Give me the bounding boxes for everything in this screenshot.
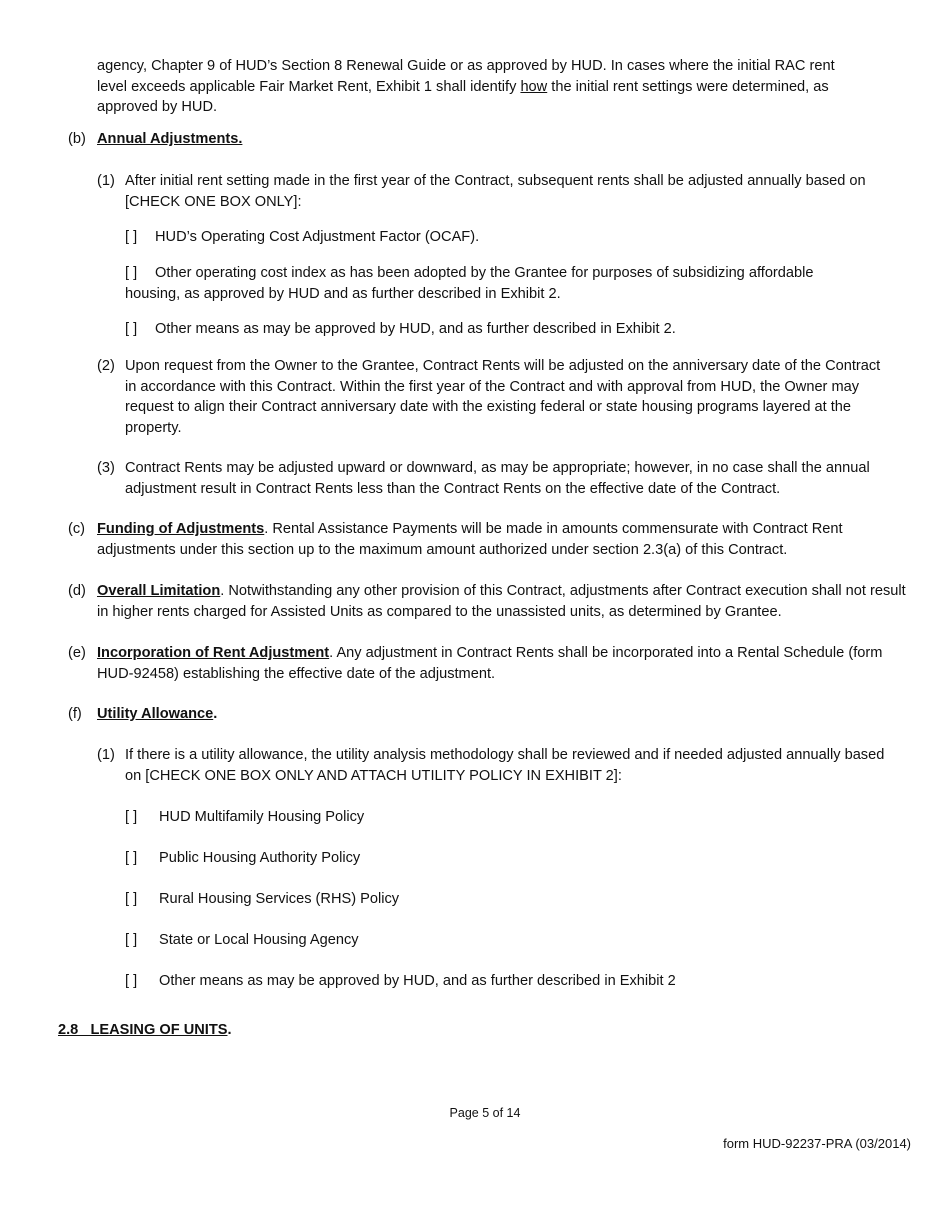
checkbox-bracket[interactable]: [ ] <box>125 809 138 825</box>
section-b-title: Annual Adjustments. <box>97 131 243 147</box>
section-2-8-heading: 2.8 LEASING OF UNITS. <box>58 1022 232 1038</box>
checkbox-label: Other means as may be approved by HUD, and as further described in Exhibit 2. <box>155 321 676 337</box>
section-e-text: . Any adjustment in Contract Rents shall be incorporated into a Rental Schedule (form HUD-92458) establishing the effective date of the adjustment. <box>97 645 883 682</box>
item-number: (3) <box>97 460 115 476</box>
item-number: (1) <box>97 747 115 763</box>
item-text: If there is a utility allowance, the utility analysis methodology shall be reviewed and if needed adjusted annually based on [CHECK ONE BOX ONLY AND ATTACH UTILITY POLICY IN EXHIBIT 2]: <box>125 747 885 784</box>
page-number: Page 5 of 14 <box>449 1106 521 1120</box>
item-text: After initial rent setting made in the first year of the Contract, subsequent rents shall be adjusted annually based on [CHECK ONE BOX ONLY]: <box>125 173 866 210</box>
section-e-title: Incorporation of Rent Adjustment <box>97 645 330 661</box>
section-2-8-title: 2.8 LEASING OF UNITS <box>58 1022 228 1038</box>
checkbox-bracket[interactable]: [ ] <box>125 321 138 337</box>
intro-line-3: approved by HUD. <box>97 99 218 115</box>
checkbox-label: Public Housing Authority Policy <box>159 850 361 866</box>
section-c-label: (c) <box>68 521 86 537</box>
checkbox-label: Other means as may be approved by HUD, and as further described in Exhibit 2 <box>159 973 676 989</box>
checkbox-bracket[interactable]: [ ] <box>125 973 138 989</box>
section-f-label: (f) <box>68 706 82 722</box>
checkbox-bracket[interactable]: [ ] <box>125 850 138 866</box>
section-e-label: (e) <box>68 645 86 661</box>
intro-line-1: agency, Chapter 9 of HUD’s Section 8 Renewal Guide or as approved by HUD. In cases where the initial RAC rent <box>97 58 835 74</box>
section-f-title: Utility Allowance <box>97 706 214 722</box>
form-identifier: form HUD-92237-PRA (03/2014) <box>723 1136 911 1151</box>
emphasis-how: how <box>520 78 548 95</box>
checkbox-bracket[interactable]: [ ] <box>125 265 138 281</box>
checkbox-label: HUD’s Operating Cost Adjustment Factor (OCAF). <box>155 229 480 245</box>
checkbox-bracket[interactable]: [ ] <box>125 932 138 948</box>
section-d-label: (d) <box>68 583 86 599</box>
checkbox-bracket[interactable]: [ ] <box>125 229 138 245</box>
item-text: Upon request from the Owner to the Grantee, Contract Rents will be adjusted on the anniversary date of the Contract in accordance with this Contract. Within the first year of the Contract and with approval from HUD, the Owner may request to align their Contract anniversary date with the existing federal or state housing programs layered at the property. <box>125 358 881 436</box>
item-text: Contract Rents may be adjusted upward or downward, as may be appropriate; however, in no case shall the annual adjustment result in Contract Rents less than the Contract Rents on the effective date of the Contract. <box>125 460 870 497</box>
checkbox-bracket[interactable]: [ ] <box>125 891 138 907</box>
section-c-text: . Rental Assistance Payments will be made in amounts commensurate with Contract Rent adjustments under this section up to the maximum amount authorized under section 2.3(a) of this Contract. <box>97 521 843 558</box>
item-number: (2) <box>97 358 115 374</box>
intro-paragraph: agency, Chapter 9 of HUD’s Section 8 Renewal Guide or as approved by HUD. In cases where the initial RAC rent level exceeds applicable Fair Market Rent, Exhibit 1 shall identify how the initial rent settings were determined, as approved by HUD. <box>97 56 907 118</box>
section-c-title: Funding of Adjustments <box>97 521 265 537</box>
checkbox-label: HUD Multifamily Housing Policy <box>159 809 365 825</box>
section-b-label: (b) <box>68 131 86 147</box>
section-d-title: Overall Limitation <box>97 583 221 599</box>
section-d-text: . Notwithstanding any other provision of this Contract, adjustments after Contract execution shall not result in higher rents charged for Assisted Units as compared to the unassisted units, as determined by Grantee. <box>97 583 906 620</box>
item-number: (1) <box>97 173 115 189</box>
checkbox-label: Rural Housing Services (RHS) Policy <box>159 891 400 907</box>
checkbox-label: State or Local Housing Agency <box>159 932 359 948</box>
document-page: agency, Chapter 9 of HUD’s Section 8 Renewal Guide or as approved by HUD. In cases where the initial RAC rent level exceeds applicable Fair Market Rent, Exhibit 1 shall identify how the initial rent settings were determined, as approved by HUD. (b) Annual Adjustments. (1) After initial rent setting made in the first year of the Contract, subsequent rents shall be adjusted annually based on [CHECK ONE BOX ONLY]: [ ] HUD’s Operating Cost Adjustment Factor (OCAF). [ ] Other operating cost index as has been adopted by the Grantee for purposes of subsidizing affordable housing, as approved by HUD and as further described in Exhibit 2. [ ] Other means as may be approved by HUD, and as further described in Exhibit 2. (2) Upon request from the Owner to the Grantee, Contract Rents will be adjusted on the anniversary date of the Contract in accordance with this Contract. Within the first year of the Contract and with approval from HUD, the Owner may request to align their Contract anniversary date with the existing federal or state housing programs layered at the property. (3) Contract Rents may be adjusted upward or downward, as may be appropriate; however, in no case shall the annual adjustment result in Contract Rents less than the Contract Rents on the effective date of the Contract. (c) Funding of Adjustments. Rental Assistance Payments will be made in amounts commensurate with Contract Rent adjustments under this section up to the maximum amount authorized under section 2.3(a) of this Contract. (d) Overall Limitation. Notwithstanding any other provision of this Contract, adjustments after Contract execution shall not result in higher rents charged for Assisted Units as compared to the unassisted units, as determined by Grantee. (e) Incorporation of Rent Adjustment. Any adjustment in Contract Rents shall be incorporated into a Rental Schedule (form HUD-92458) establishing the effective date of the adjustment. (f) Utility Allowance. (1) If there is a utility allowance, the utility analysis methodology shall be reviewed and if needed adjusted annually based on [CHECK ONE BOX ONLY AND ATTACH UTILITY POLICY IN EXHIBIT 2]: [ ] HUD Multifamily Housing Policy [ ] Public Housing Authority Policy [ ] Rural Housing Services (RHS) Policy [ ] State or Local Housing Agency [ ] Other means as may be approved by HUD, and as further described in Exhibit 2 2.8 LEASING OF UNITS. Page 5 of 14 form HUD-92237-PRA (03/2014) <box>0 0 950 1230</box>
checkbox-label: Other operating cost index as has been adopted by the Grantee for purposes of subsidizing affordable housing, as approved by HUD and as further described in Exhibit 2. <box>125 265 814 302</box>
